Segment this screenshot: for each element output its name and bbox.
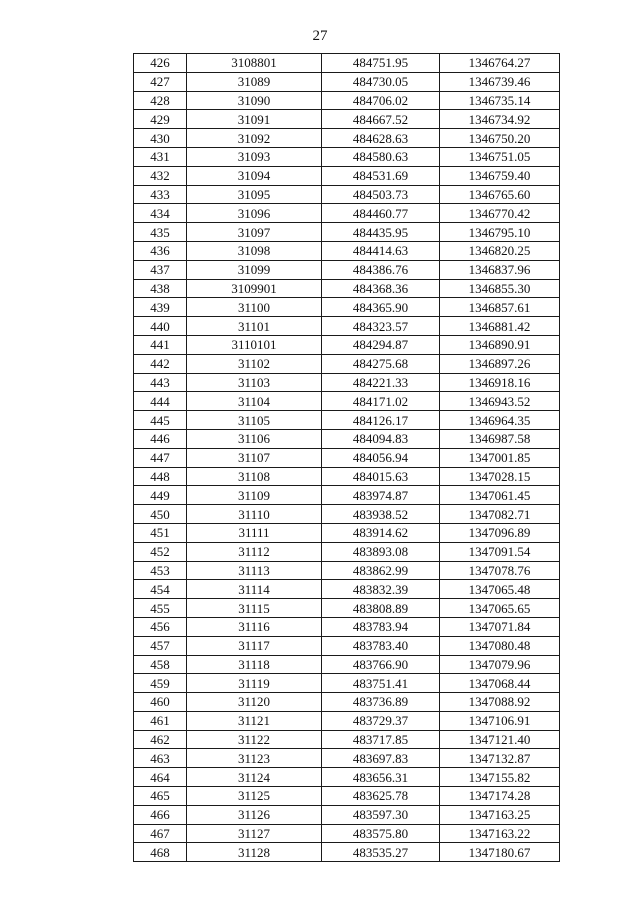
row-index-cell: 433 [134,185,187,204]
x-coordinate-cell: 484365.90 [322,298,440,317]
x-coordinate-cell: 484730.05 [322,72,440,91]
table-row [134,693,560,712]
y-coordinate-cell: 1346770.42 [440,204,560,223]
y-coordinate-cell: 1347065.65 [440,599,560,618]
row-index-cell: 445 [134,411,187,430]
x-coordinate-cell: 483697.83 [322,749,440,768]
row-index-cell: 435 [134,223,187,242]
x-coordinate-cell: 484171.02 [322,392,440,411]
y-coordinate-cell: 1347001.85 [440,448,560,467]
x-coordinate-cell: 483736.89 [322,693,440,712]
y-coordinate-cell: 1346837.96 [440,260,560,279]
point-id-cell: 31113 [187,561,322,580]
point-id-cell: 31092 [187,129,322,148]
row-index-cell: 463 [134,749,187,768]
row-index-cell: 447 [134,448,187,467]
point-id-cell: 31115 [187,599,322,618]
row-index-cell: 444 [134,392,187,411]
row-index-cell: 428 [134,91,187,110]
y-coordinate-cell: 1347106.91 [440,711,560,730]
row-index-cell: 449 [134,486,187,505]
point-id-cell: 31125 [187,787,322,806]
x-coordinate-cell: 484751.95 [322,54,440,73]
row-index-cell: 462 [134,730,187,749]
row-index-cell: 461 [134,711,187,730]
table-row [134,335,560,354]
point-id-cell: 31119 [187,674,322,693]
row-index-cell: 468 [134,843,187,862]
table-row [134,655,560,674]
point-id-cell: 31123 [187,749,322,768]
y-coordinate-cell: 1346897.26 [440,354,560,373]
row-index-cell: 439 [134,298,187,317]
y-coordinate-cell: 1347163.22 [440,824,560,843]
row-index-cell: 451 [134,523,187,542]
point-id-cell: 31109 [187,486,322,505]
x-coordinate-cell: 483717.85 [322,730,440,749]
row-index-cell: 430 [134,129,187,148]
row-index-cell: 454 [134,580,187,599]
y-coordinate-cell: 1346795.10 [440,223,560,242]
table-row [134,298,560,317]
row-index-cell: 429 [134,110,187,129]
x-coordinate-cell: 484275.68 [322,354,440,373]
x-coordinate-cell: 484435.95 [322,223,440,242]
y-coordinate-cell: 1347180.67 [440,843,560,862]
table-row [134,749,560,768]
point-id-cell: 31114 [187,580,322,599]
y-coordinate-cell: 1347078.76 [440,561,560,580]
x-coordinate-cell: 484323.57 [322,317,440,336]
y-coordinate-cell: 1346734.92 [440,110,560,129]
table-row [134,317,560,336]
y-coordinate-cell: 1347061.45 [440,486,560,505]
y-coordinate-cell: 1346881.42 [440,317,560,336]
x-coordinate-cell: 483535.27 [322,843,440,862]
x-coordinate-cell: 483808.89 [322,599,440,618]
table-row [134,260,560,279]
x-coordinate-cell: 483914.62 [322,523,440,542]
table-row [134,843,560,862]
point-id-cell: 31120 [187,693,322,712]
table-row [134,147,560,166]
table-row [134,730,560,749]
table-row [134,580,560,599]
row-index-cell: 452 [134,542,187,561]
point-id-cell: 31124 [187,768,322,787]
x-coordinate-cell: 483893.08 [322,542,440,561]
x-coordinate-cell: 484094.83 [322,429,440,448]
row-index-cell: 426 [134,54,187,73]
page-number: 27 [312,28,328,44]
table-row [134,392,560,411]
coordinates-table-body [134,54,560,862]
row-index-cell: 448 [134,467,187,486]
x-coordinate-cell: 483766.90 [322,655,440,674]
x-coordinate-cell: 483862.99 [322,561,440,580]
x-coordinate-cell: 483729.37 [322,711,440,730]
table-row [134,373,560,392]
x-coordinate-cell: 483832.39 [322,580,440,599]
x-coordinate-cell: 483597.30 [322,805,440,824]
y-coordinate-cell: 1347155.82 [440,768,560,787]
point-id-cell: 31101 [187,317,322,336]
point-id-cell: 31126 [187,805,322,824]
point-id-cell: 3108801 [187,54,322,73]
table-row [134,204,560,223]
y-coordinate-cell: 1346739.46 [440,72,560,91]
point-id-cell: 31103 [187,373,322,392]
x-coordinate-cell: 484056.94 [322,448,440,467]
point-id-cell: 31117 [187,636,322,655]
table-row [134,54,560,73]
table-row [134,486,560,505]
x-coordinate-cell: 484126.17 [322,411,440,430]
table-row [134,241,560,260]
table-row [134,129,560,148]
y-coordinate-cell: 1347091.54 [440,542,560,561]
table-row [134,523,560,542]
row-index-cell: 467 [134,824,187,843]
point-id-cell: 31118 [187,655,322,674]
y-coordinate-cell: 1347096.89 [440,523,560,542]
point-id-cell: 31099 [187,260,322,279]
table-row [134,824,560,843]
row-index-cell: 443 [134,373,187,392]
row-index-cell: 455 [134,599,187,618]
table-row [134,787,560,806]
x-coordinate-cell: 484294.87 [322,335,440,354]
y-coordinate-cell: 1347065.48 [440,580,560,599]
row-index-cell: 442 [134,354,187,373]
row-index-cell: 432 [134,166,187,185]
point-id-cell: 31127 [187,824,322,843]
y-coordinate-cell: 1346735.14 [440,91,560,110]
point-id-cell: 31108 [187,467,322,486]
table-row [134,429,560,448]
point-id-cell: 31100 [187,298,322,317]
point-id-cell: 31128 [187,843,322,862]
y-coordinate-cell: 1347071.84 [440,617,560,636]
table-row [134,110,560,129]
y-coordinate-cell: 1346764.27 [440,54,560,73]
x-coordinate-cell: 484580.63 [322,147,440,166]
point-id-cell: 31104 [187,392,322,411]
point-id-cell: 31116 [187,617,322,636]
point-id-cell: 31090 [187,91,322,110]
x-coordinate-cell: 483575.80 [322,824,440,843]
row-index-cell: 453 [134,561,187,580]
x-coordinate-cell: 484667.52 [322,110,440,129]
y-coordinate-cell: 1346943.52 [440,392,560,411]
y-coordinate-cell: 1347088.92 [440,693,560,712]
x-coordinate-cell: 484414.63 [322,241,440,260]
x-coordinate-cell: 483974.87 [322,486,440,505]
point-id-cell: 31096 [187,204,322,223]
y-coordinate-cell: 1346750.20 [440,129,560,148]
table-row [134,542,560,561]
y-coordinate-cell: 1347163.25 [440,805,560,824]
x-coordinate-cell: 483938.52 [322,505,440,524]
x-coordinate-cell: 484221.33 [322,373,440,392]
point-id-cell: 31110 [187,505,322,524]
row-index-cell: 446 [134,429,187,448]
y-coordinate-cell: 1346964.35 [440,411,560,430]
y-coordinate-cell: 1346759.40 [440,166,560,185]
table-row [134,411,560,430]
row-index-cell: 427 [134,72,187,91]
x-coordinate-cell: 484386.76 [322,260,440,279]
point-id-cell: 31093 [187,147,322,166]
row-index-cell: 440 [134,317,187,336]
table-row [134,72,560,91]
y-coordinate-cell: 1347082.71 [440,505,560,524]
table-row [134,223,560,242]
x-coordinate-cell: 484628.63 [322,129,440,148]
point-id-cell: 31089 [187,72,322,91]
row-index-cell: 460 [134,693,187,712]
table-row [134,185,560,204]
row-index-cell: 438 [134,279,187,298]
point-id-cell: 31111 [187,523,322,542]
y-coordinate-cell: 1346765.60 [440,185,560,204]
row-index-cell: 436 [134,241,187,260]
row-index-cell: 434 [134,204,187,223]
table-row [134,674,560,693]
y-coordinate-cell: 1347028.15 [440,467,560,486]
row-index-cell: 431 [134,147,187,166]
x-coordinate-cell: 484706.02 [322,91,440,110]
x-coordinate-cell: 484015.63 [322,467,440,486]
point-id-cell: 31097 [187,223,322,242]
table-row [134,805,560,824]
point-id-cell: 3109901 [187,279,322,298]
y-coordinate-cell: 1346751.05 [440,147,560,166]
row-index-cell: 458 [134,655,187,674]
x-coordinate-cell: 484368.36 [322,279,440,298]
y-coordinate-cell: 1347079.96 [440,655,560,674]
table-row [134,279,560,298]
table-row [134,711,560,730]
row-index-cell: 457 [134,636,187,655]
y-coordinate-cell: 1346918.16 [440,373,560,392]
y-coordinate-cell: 1346855.30 [440,279,560,298]
point-id-cell: 31121 [187,711,322,730]
point-id-cell: 31106 [187,429,322,448]
table-row [134,768,560,787]
y-coordinate-cell: 1346987.58 [440,429,560,448]
y-coordinate-cell: 1346820.25 [440,241,560,260]
x-coordinate-cell: 483751.41 [322,674,440,693]
point-id-cell: 31095 [187,185,322,204]
y-coordinate-cell: 1347121.40 [440,730,560,749]
x-coordinate-cell: 484531.69 [322,166,440,185]
row-index-cell: 466 [134,805,187,824]
row-index-cell: 437 [134,260,187,279]
row-index-cell: 464 [134,768,187,787]
point-id-cell: 31091 [187,110,322,129]
point-id-cell: 31112 [187,542,322,561]
table-row [134,166,560,185]
table-row [134,636,560,655]
table-row [134,448,560,467]
point-id-cell: 31102 [187,354,322,373]
table-row [134,91,560,110]
y-coordinate-cell: 1346890.91 [440,335,560,354]
x-coordinate-cell: 483625.78 [322,787,440,806]
row-index-cell: 465 [134,787,187,806]
y-coordinate-cell: 1347174.28 [440,787,560,806]
row-index-cell: 456 [134,617,187,636]
x-coordinate-cell: 483783.40 [322,636,440,655]
point-id-cell: 3110101 [187,335,322,354]
x-coordinate-cell: 483783.94 [322,617,440,636]
row-index-cell: 450 [134,505,187,524]
point-id-cell: 31107 [187,448,322,467]
x-coordinate-cell: 483656.31 [322,768,440,787]
table-row [134,354,560,373]
y-coordinate-cell: 1347068.44 [440,674,560,693]
table-row [134,599,560,618]
point-id-cell: 31122 [187,730,322,749]
y-coordinate-cell: 1346857.61 [440,298,560,317]
point-id-cell: 31105 [187,411,322,430]
table-row [134,617,560,636]
coordinates-table [133,53,560,862]
point-id-cell: 31098 [187,241,322,260]
x-coordinate-cell: 484460.77 [322,204,440,223]
point-id-cell: 31094 [187,166,322,185]
table-row [134,505,560,524]
y-coordinate-cell: 1347080.48 [440,636,560,655]
table-row [134,467,560,486]
row-index-cell: 459 [134,674,187,693]
table-row [134,561,560,580]
row-index-cell: 441 [134,335,187,354]
y-coordinate-cell: 1347132.87 [440,749,560,768]
x-coordinate-cell: 484503.73 [322,185,440,204]
